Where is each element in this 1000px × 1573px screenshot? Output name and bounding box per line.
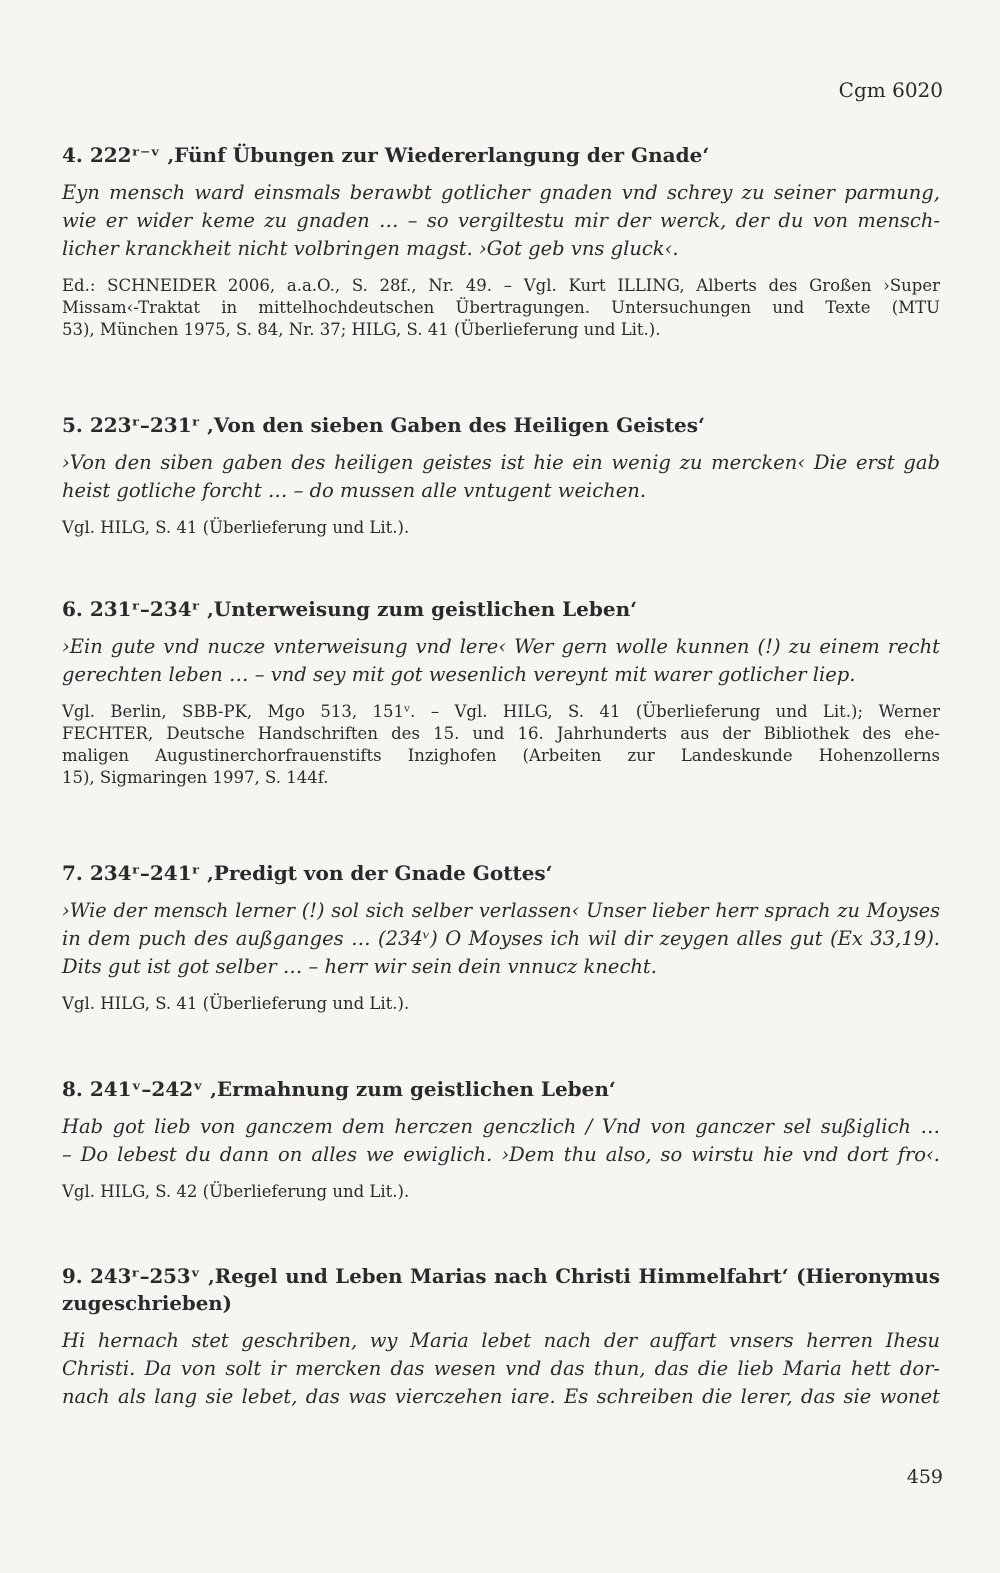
entry-incipit: ›Von den siben gaben des heiligen geistes ist hie ein wenig zu mercken‹ Die erst gab heist gotliche forcht … – do mussen alle vntugent weichen.: [62, 451, 940, 502]
entry-heading: 8. 241ᵛ–242ᵛ ‚Ermahnung zum geistlichen Leben‘: [62, 1077, 616, 1101]
entry-9: [62, 1263, 940, 1411]
entry-incipit: Hab got lieb von ganczem dem herczen genczlich / Vnd von ganczer sel sußiglich … – Do lebest du dann on alles we ewiglich. ›Dem thu also, so wirstu hie vnd dort fro‹.: [62, 1115, 940, 1166]
entry-6: [62, 596, 940, 789]
running-header: Cgm 6020: [838, 78, 943, 102]
entry-heading: 7. 234ʳ–241ʳ ‚Predigt von der Gnade Gottes‘: [62, 861, 553, 885]
entry-incipit: Eyn mensch ward einsmals berawbt gotlicher gnaden vnd schrey zu seiner parmung, wie er wider keme zu gnaden … – so vergiltestu mir der werck, der du von mensch- licher kranckheit nicht volbringen magst. ›Got geb vns gluck‹.: [62, 181, 940, 260]
entry-incipit: Hi hernach stet geschriben, wy Maria lebet nach der auffart vnsers herren Ihesu Christi. Da von solt ir mercken das wesen vnd das thun, das die lieb Maria hett dor- nach als lang sie lebet, das was vierczehen iare. Es schreiben die lerer, das sie wonet: [62, 1329, 940, 1408]
entry-literature: Ed.: SCHNEIDER 2006, a.a.O., S. 28f., Nr. 49. – Vgl. Kurt ILLING, Alberts des Großen ›Super Missam‹-Traktat in mittelhochdeutschen Übertragungen. Untersuchungen und Texte (MTU 53), München 1975, S. 84, Nr. 37; HILG, S. 41 (Überlieferung und Lit.).: [62, 276, 940, 339]
entry-8: [62, 1076, 940, 1203]
entry-5: [62, 412, 940, 539]
entry-literature: Vgl. HILG, S. 41 (Überlieferung und Lit.).: [62, 994, 410, 1013]
page-number: 459: [906, 1466, 943, 1488]
entry-literature: Vgl. HILG, S. 42 (Überlieferung und Lit.).: [62, 1182, 410, 1201]
entry-7: [62, 860, 940, 1015]
entry-heading: 4. 222ʳ⁻ᵛ ‚Fünf Übungen zur Wiedererlangung der Gnade‘: [62, 143, 710, 167]
entry-heading: 9. 243ʳ–253ᵛ ‚Regel und Leben Marias nach Christi Himmelfahrt‘ (Hieronymus zugeschrieben): [62, 1264, 940, 1315]
entry-incipit: ›Wie der mensch lerner (!) sol sich selber verlassen‹ Unser lieber herr sprach zu Moyses in dem puch des außganges … (234ᵛ) O Moyses ich wil dir zeygen alles gut (Ex 33,19). Dits gut ist got selber … – herr wir sein dein vnnucz knecht.: [62, 899, 940, 978]
entry-heading: 5. 223ʳ–231ʳ ‚Von den sieben Gaben des Heiligen Geistes‘: [62, 413, 705, 437]
entry-literature: Vgl. Berlin, SBB-PK, Mgo 513, 151ᵛ. – Vgl. HILG, S. 41 (Überlieferung und Lit.); Werner FECHTER, Deutsche Handschriften des 15. und 16. Jahrhunderts aus der Bibliothek des ehe- maligen Augustinerchorfrauenstifts Inzighofen (Arbeiten zur Landeskunde Hohenzollerns 15), Sigmaringen 1997, S. 144f.: [62, 702, 940, 787]
entry-incipit: ›Ein gute vnd nucze vnterweisung vnd lere‹ Wer gern wolle kunnen (!) zu einem recht gerechten leben … – vnd sey mit got wesenlich vereynt mit warer gotlicher liep.: [62, 635, 940, 686]
entry-4: [62, 142, 940, 341]
entry-literature: Vgl. HILG, S. 41 (Überlieferung und Lit.).: [62, 518, 410, 537]
entry-heading: 6. 231ʳ–234ʳ ‚Unterweisung zum geistlichen Leben‘: [62, 597, 638, 621]
